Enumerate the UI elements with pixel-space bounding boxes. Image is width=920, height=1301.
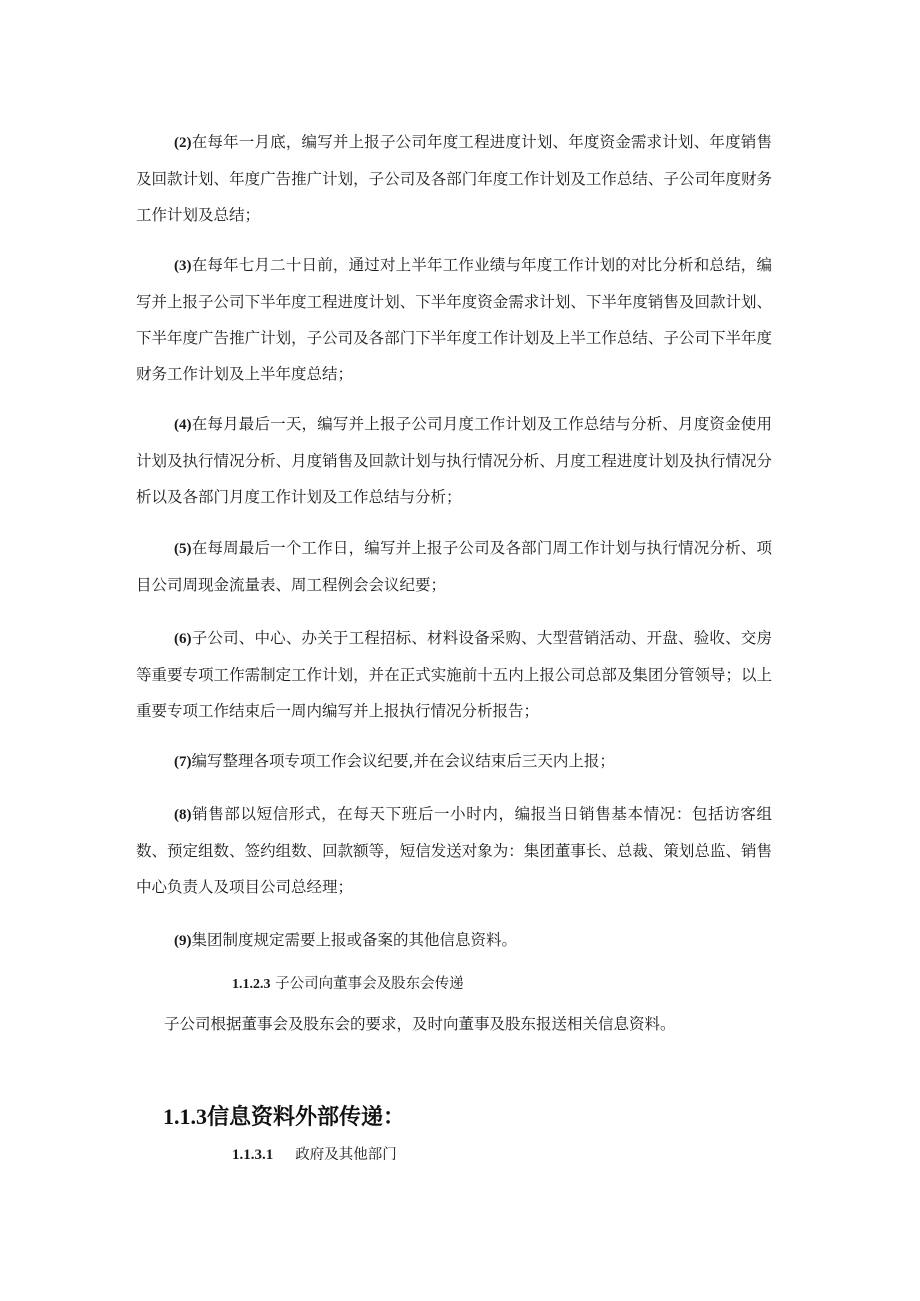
item-text: 子公司、中心、办关于工程招标、材料设备采购、大型营销活动、开盘、验收、交房等重要专项工作需制定工作计划，并在正式实施前十五内上报公司总部及集团分管领导；以上重要专项工作结束后一周内编写并上报执行情况分析报告； (136, 629, 772, 720)
list-item-9 (136, 922, 772, 959)
item-text: 销售部以短信形式，在每天下班后一小时内，编报当日销售基本情况：包括访客组数、预定组数、签约组数、回款额等，短信发送对象为：集团董事长、总裁、策划总监、销售中心负责人及项目公司总经理； (136, 805, 772, 896)
subsection-body-1123: 子公司根据董事会及股东会的要求，及时向董事及股东报送相关信息资料。 (164, 1015, 676, 1033)
item-number: (5) (174, 541, 192, 557)
subsection-number: 1.1.2.3 (232, 977, 271, 992)
item-text: 编写整理各项专项工作会议纪要,并在会议结束后三天内上报； (191, 752, 615, 770)
item-number: (8) (174, 807, 192, 823)
list-item-3 (136, 247, 772, 392)
subsection-number: 1.1.3.1 (232, 1147, 274, 1163)
list-item-6 (136, 620, 772, 729)
item-text: 在每周最后一个工作日，编写并上报子公司及各部门周工作计划与执行情况分析、项目公司周现金流量表、周工程例会会议纪要； (136, 539, 772, 594)
item-number: (9) (174, 933, 192, 949)
item-number: (4) (174, 417, 192, 433)
item-text: 在每年七月二十日前，通过对上半年工作业绩与年度工作计划的对比分析和总结，编写并上报子公司下半年度工程进度计划、下半年度资金需求计划、下半年度销售及回款计划、下半年度广告推广计划，子公司及各部门下半年度工作计划及上半工作总结、子公司下半年度财务工作计划及上半年度总结； (136, 256, 772, 383)
section-heading-113 (163, 1100, 405, 1131)
subsection-heading-1123 (232, 972, 464, 993)
item-text: 在每月最后一天，编写并上报子公司月度工作计划及工作总结与分析、月度资金使用计划及执行情况分析、月度销售及回款计划与执行情况分析、月度工程进度计划及执行情况分析以及各部门月度工作计划及工作总结与分析； (136, 415, 772, 506)
item-number: (2) (174, 135, 192, 151)
subsection-heading-1131 (232, 1143, 397, 1164)
subsection-title: 政府及其他部门 (295, 1147, 397, 1163)
item-number: (7) (174, 754, 192, 770)
section-title: 信息资料外部传递： (207, 1104, 406, 1130)
list-item-7 (136, 743, 772, 780)
list-item-8 (136, 796, 772, 905)
item-number: (3) (174, 258, 192, 274)
subsection-title: 子公司向董事会及股东会传递 (275, 976, 464, 992)
list-item-2 (136, 124, 772, 233)
item-text: 在每年一月底，编写并上报子公司年度工程进度计划、年度资金需求计划、年度销售及回款计划、年度广告推广计划，子公司及各部门年度工作计划及工作总结、子公司年度财务工作计划及总结； (136, 133, 772, 224)
list-item-4 (136, 406, 772, 515)
section-number: 1.1.3 (163, 1104, 207, 1129)
list-item-5 (136, 530, 772, 603)
item-number: (6) (174, 631, 192, 647)
item-text: 集团制度规定需要上报或备案的其他信息资料。 (191, 931, 518, 949)
